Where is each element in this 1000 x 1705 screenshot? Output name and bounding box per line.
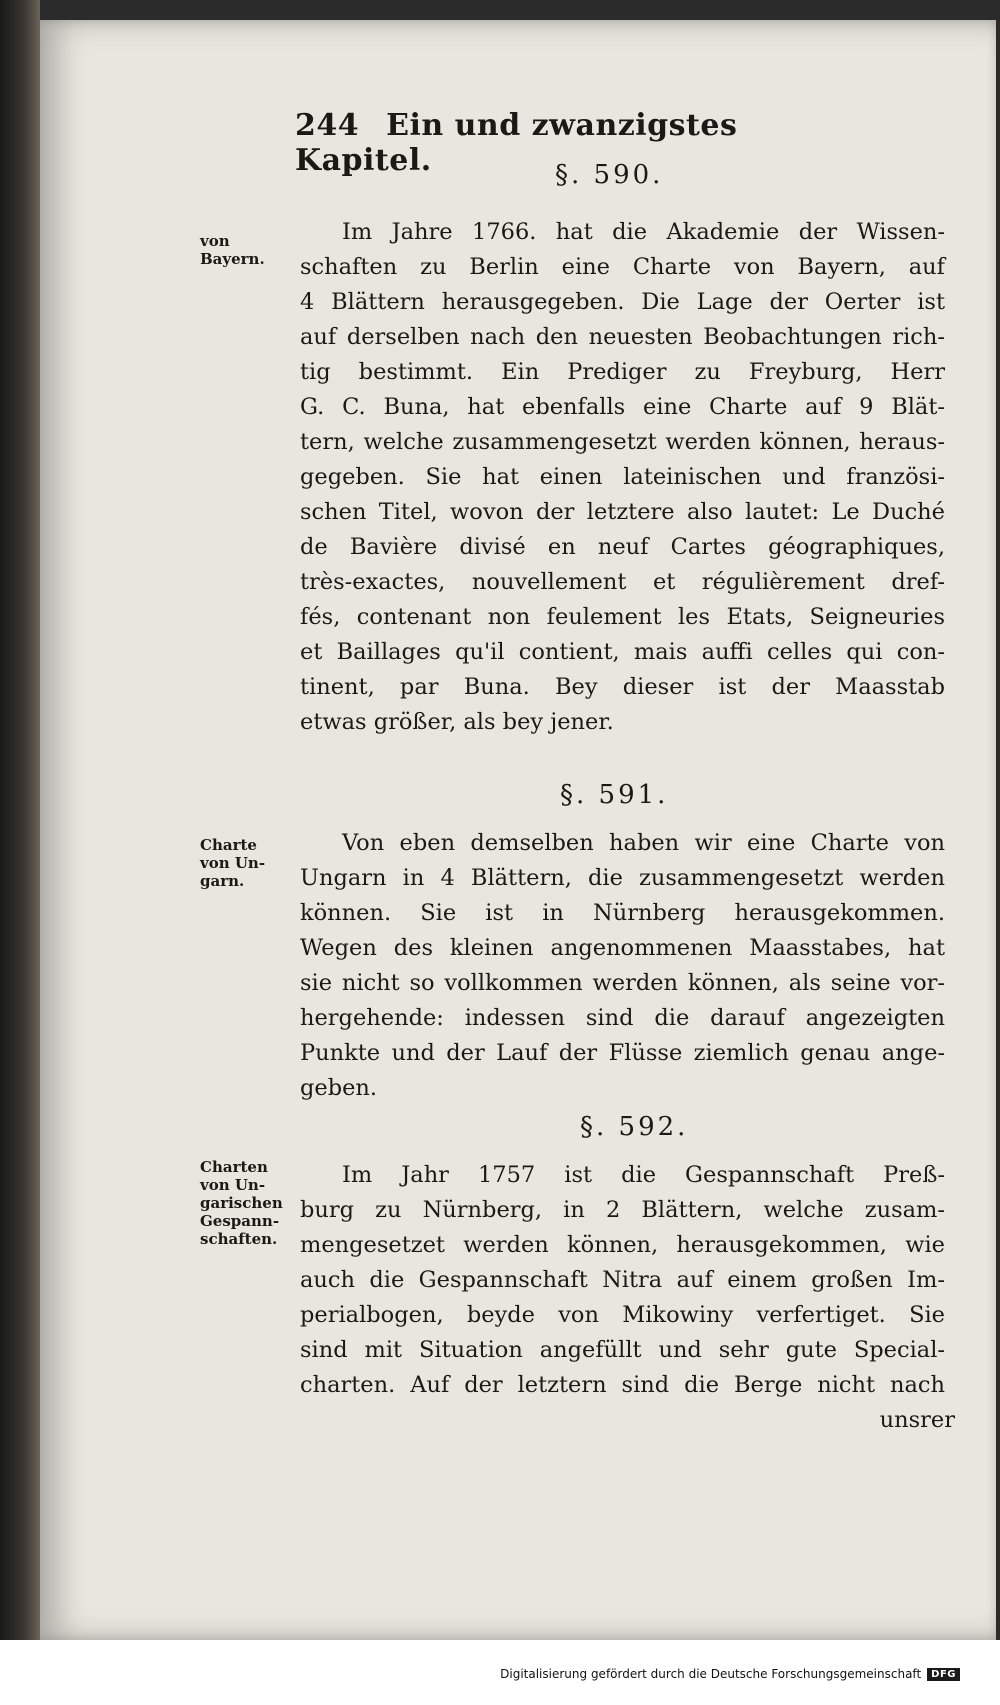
text-line: Von eben demselben haben wir eine Charte von <box>342 830 945 856</box>
text-line: perialbogen, beyde von Mikowiny verfertiget. Sie <box>300 1302 945 1328</box>
catchword: unsrer <box>879 1407 955 1433</box>
margin-note-line: garischen <box>200 1194 283 1212</box>
text-line: burg zu Nürnberg, in 2 Blättern, welche zusam- <box>300 1197 945 1223</box>
text-line: Im Jahr 1757 ist die Gespannschaft Preß- <box>342 1162 945 1188</box>
paragraph-590 <box>300 215 945 740</box>
text-line: très-exactes, nouvellement et régulièrement dref- <box>300 569 945 595</box>
text-line: auf derselben nach den neuesten Beobachtungen rich- <box>300 324 945 350</box>
text-line: sie nicht so vollkommen werden können, als seine vor- <box>300 970 945 996</box>
digitization-credit <box>500 1667 960 1681</box>
section-heading-591: §. 591. <box>560 780 669 810</box>
page-number: 244 <box>295 108 360 143</box>
margin-note-line: Charte <box>200 836 257 854</box>
chapter-title: Ein und zwanzigstes Kapitel. <box>295 108 738 178</box>
text-line: können. Sie ist in Nürnberg herausgekommen. <box>300 900 945 926</box>
margin-note-line: von Un- <box>200 1176 266 1194</box>
text-line: sind mit Situation angefüllt und sehr gute Special- <box>300 1337 945 1363</box>
text-line: Ungarn in 4 Blättern, die zusammengesetzt werden <box>300 865 945 891</box>
text-line: tig bestimmt. Ein Prediger zu Freyburg, Herr <box>300 359 945 385</box>
margin-note-line: Charten <box>200 1158 268 1176</box>
margin-note-line: von <box>200 232 230 250</box>
text-line: Punkte und der Lauf der Flüsse ziemlich genau ange- <box>300 1040 945 1066</box>
text-line: de Bavière divisé en neuf Cartes géographiques, <box>300 534 945 560</box>
paragraph-592 <box>300 1158 945 1403</box>
text-line: 4 Blättern herausgegeben. Die Lage der Oerter ist <box>300 289 945 315</box>
catchword-block <box>300 1403 955 1438</box>
paragraph-591 <box>300 826 945 1106</box>
margin-note-591 <box>200 836 290 890</box>
margin-note-line: schaften. <box>200 1230 278 1248</box>
text-line: schen Titel, wovon der letztere also lautet: Le Duché <box>300 499 945 525</box>
text-line: hergehende: indessen sind die darauf angezeigten <box>300 1005 945 1031</box>
text-line: auch die Gespannschaft Nitra auf einem großen Im- <box>300 1267 945 1293</box>
text-line: geben. <box>300 1075 378 1101</box>
section-heading-592: §. 592. <box>580 1112 689 1142</box>
margin-note-line: von Un- <box>200 854 266 872</box>
text-line: gegeben. Sie hat einen lateinischen und französi- <box>300 464 945 490</box>
margin-note-line: garn. <box>200 872 245 890</box>
dfg-logo: DFG <box>927 1668 960 1681</box>
text-line: tinent, par Buna. Bey dieser ist der Maasstab <box>300 674 945 700</box>
margin-note-line: Bayern. <box>200 250 265 268</box>
credit-text: Digitalisierung gefördert durch die Deutsche Forschungsgemeinschaft <box>500 1667 922 1681</box>
text-line: tern, welche zusammengesetzt werden können, heraus- <box>300 429 945 455</box>
text-line: etwas größer, als bey jener. <box>300 709 614 735</box>
text-line: schaften zu Berlin eine Charte von Bayern, auf <box>300 254 945 280</box>
text-line: et Baillages qu'il contient, mais auffi celles qui con- <box>300 639 945 665</box>
section-heading-590: §. 590. <box>555 160 664 190</box>
text-line: G. C. Buna, hat ebenfalls eine Charte auf 9 Blät- <box>300 394 945 420</box>
text-line: Im Jahre 1766. hat die Akademie der Wissen- <box>342 219 945 245</box>
margin-note-590 <box>200 232 290 268</box>
text-line: fés, contenant non feulement les Etats, Seigneuries <box>300 604 945 630</box>
page-edge <box>996 20 1000 1640</box>
margin-note-592 <box>200 1158 290 1248</box>
book-spine <box>0 0 40 1640</box>
text-line: Wegen des kleinen angenommenen Maasstabes, hat <box>300 935 945 961</box>
text-line: mengesetzet werden können, herausgekommen, wie <box>300 1232 945 1258</box>
margin-note-line: Gespann- <box>200 1212 280 1230</box>
text-line: charten. Auf der letztern sind die Berge nicht nach <box>300 1372 945 1398</box>
